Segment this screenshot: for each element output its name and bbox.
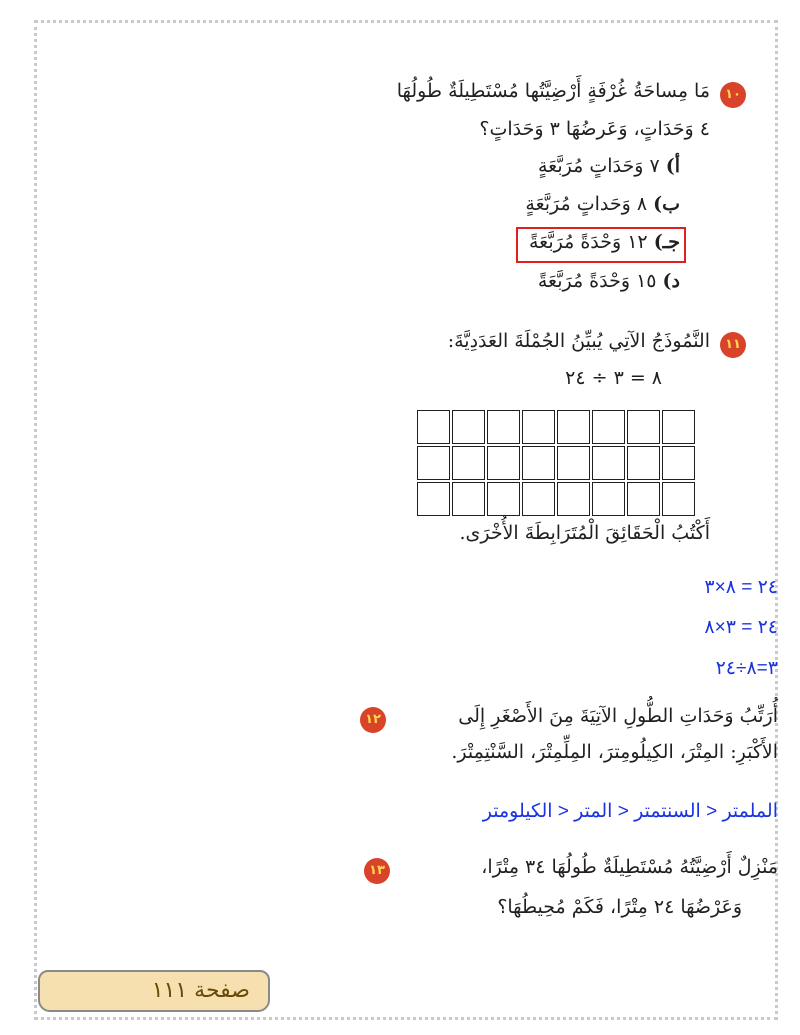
grid-cell	[522, 446, 555, 480]
array-model-grid	[417, 410, 695, 516]
question-number-badge: ١٠	[720, 82, 746, 108]
option-d	[538, 270, 680, 292]
grid-cell	[627, 482, 660, 516]
question-text-line-1: مَنْزِلٌ أَرْضِيَّتُهُ مُسْتَطِيلَةٌ طُولُهَا ٣٤ مِتْرًا،	[481, 856, 778, 878]
option-c	[529, 231, 680, 253]
grid-cell	[592, 482, 625, 516]
grid-cell	[452, 482, 485, 516]
grid-cell	[662, 410, 695, 444]
option-text: ١٢ وَحْدَةً مُرَبَّعَةً	[528, 231, 648, 253]
grid-cell	[417, 446, 450, 480]
grid-cell	[522, 410, 555, 444]
question-text-line-2: الأَكْبَرِ: المِتْرَ، الكِيلُومِترَ، المِلِّمِتْرَ، السَّنْتِمِتْرَ.	[451, 741, 778, 763]
option-letter: أ)	[665, 155, 680, 177]
grid-cell	[487, 482, 520, 516]
grid-cell	[557, 410, 590, 444]
question-13	[138, 856, 778, 936]
grid-cell	[487, 446, 520, 480]
grid-cell	[592, 410, 625, 444]
question-text-line-1: أُرَتِّبُ وَحَدَاتِ الطُّولِ الآتِيَةَ مِنَ الأَصْغَرِ إِلَى	[458, 705, 778, 727]
related-facts-prompt: أَكْتُبُ الْحَقَائِقَ الْمُتَرَابِطَةَ الأُخْرَى.	[459, 522, 710, 544]
option-a	[538, 155, 680, 177]
answer-fact-3: ٣=٨÷٢٤	[715, 658, 778, 679]
option-b	[525, 193, 680, 215]
grid-cell	[627, 446, 660, 480]
grid-cell	[487, 410, 520, 444]
grid-cell	[592, 446, 625, 480]
grid-cell	[452, 410, 485, 444]
question-text-line-2: وَعَرْضُهَا ٢٤ مِتْرًا، فَكَمْ مُحِيطُهَا؟	[497, 896, 742, 918]
grid-cell	[557, 446, 590, 480]
question-text-line-1: مَا مِساحَةُ غُرْفَةٍ أَرْضِيَّتُها مُسْتَطِيلَةٌ طُولُهَا	[396, 80, 710, 102]
option-letter: جـ)	[653, 231, 680, 253]
page-number-label: صفحة ١١١	[151, 978, 250, 1003]
question-number-badge: ١١	[720, 332, 746, 358]
question-12	[138, 705, 778, 785]
grid-cell	[452, 446, 485, 480]
answer-fact-2: ٢٤ = ٣×٨	[704, 617, 778, 638]
question-number-badge: ١٣	[364, 858, 390, 884]
grid-cell	[662, 446, 695, 480]
option-text: ١٥ وَحْدَةً مُرَبَّعَةً	[537, 270, 657, 292]
grid-cell	[662, 482, 695, 516]
option-letter: ب)	[653, 193, 680, 215]
question-11	[306, 330, 746, 390]
option-text: ٨ وَحَداتٍ مُرَبَّعَةٍ	[525, 193, 648, 215]
answer-fact-1: ٢٤ = ٨×٣	[704, 577, 778, 598]
division-equation: ٨ = ٣ ÷ ٢٤	[565, 367, 662, 389]
question-text-line-1: النَّمُوذَجُ الآتِي يُبيِّنُ الجُمْلَةَ العَدَدِيَّةَ:	[447, 330, 710, 352]
answer-unit-order: الملمتر < السنتمتر < المتر < الكيلومتر	[482, 801, 778, 822]
page-number-tab	[38, 970, 270, 1012]
grid-cell	[417, 482, 450, 516]
option-text: ٧ وَحَدَاتٍ مُرَبَّعَةٍ	[538, 155, 660, 177]
option-letter: د)	[662, 270, 680, 292]
grid-cell	[557, 482, 590, 516]
grid-cell	[627, 410, 660, 444]
question-text-line-2: ٤ وَحَدَاتٍ، وَعَرضُهَا ٣ وَحَدَاتٍ؟	[479, 118, 710, 140]
grid-cell	[522, 482, 555, 516]
grid-cell	[417, 410, 450, 444]
question-10	[306, 80, 746, 310]
question-number-badge: ١٢	[360, 707, 386, 733]
